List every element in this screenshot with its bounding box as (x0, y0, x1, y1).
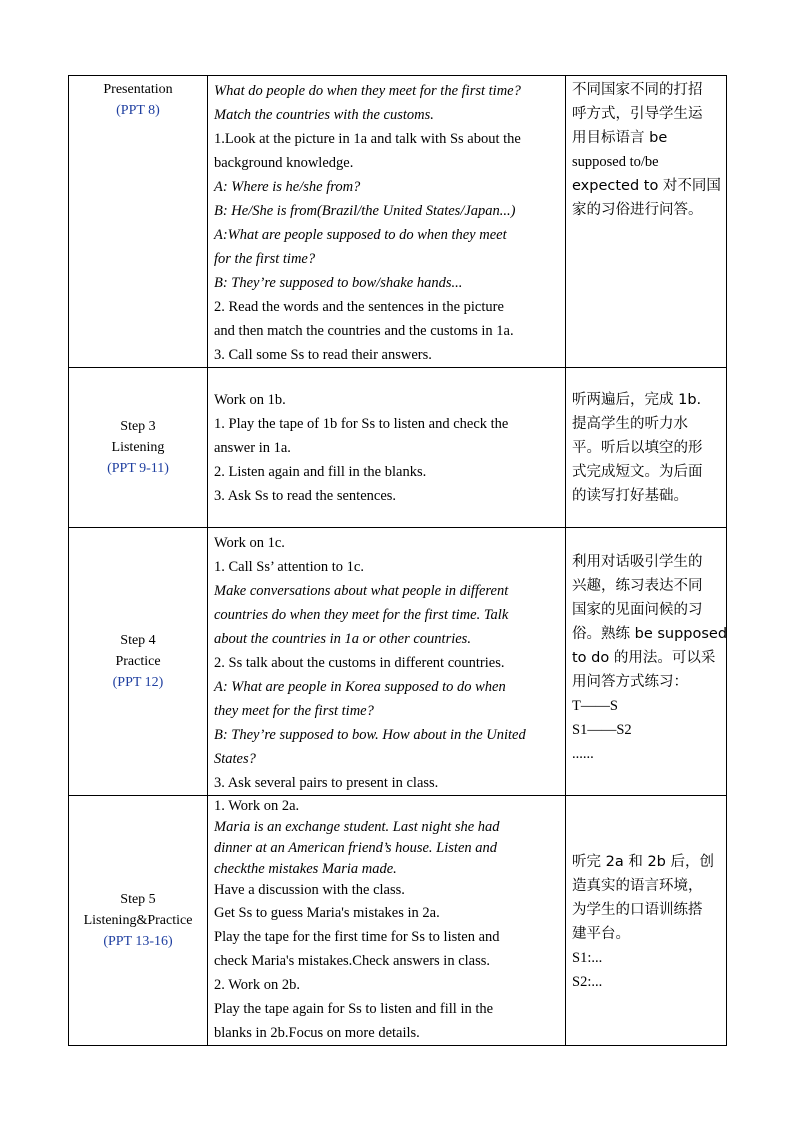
process-line: Have a discussion with the class. (214, 882, 405, 898)
table-row (69, 76, 727, 368)
process-line: answer in 1a. (214, 440, 291, 456)
note-line: 造真实的语言环境， (572, 877, 703, 894)
process-line: B: They’re supposed to bow/shake hands... (214, 275, 463, 291)
process-line: 2. Read the words and the sentences in the picture (214, 299, 504, 315)
process-line: and then match the countries and the customs in 1a. (214, 323, 514, 339)
note-line: T——S (572, 698, 618, 714)
note-line: 听两遍后，完成 1b. (572, 392, 702, 408)
note-line: to do 的用法。可以采 (572, 650, 716, 666)
process-cell (208, 76, 566, 368)
process-line: dinner at an American friend’s house. Listen and (214, 840, 498, 856)
process-line: Play the tape for the first time for Ss to listen and (214, 929, 500, 945)
ppt-ref: (PPT 13-16) (103, 934, 173, 949)
process-line: A: What are people in Korea supposed to do when (214, 679, 506, 695)
ppt-ref: (PPT 8) (116, 103, 160, 118)
note-line: 用问答方式练习： (572, 674, 688, 690)
step-cell (69, 368, 208, 528)
step-title: Presentation (103, 82, 173, 97)
step-title: Step 3 (120, 419, 156, 434)
note-cell (566, 528, 727, 796)
note-line: 式完成短文。为后面 (572, 464, 703, 480)
note-cell (566, 368, 727, 528)
note-line: 利用对话吸引学生的 (572, 554, 703, 570)
process-line: Play the tape again for Ss to listen and fill in the (214, 1001, 494, 1017)
lesson-plan-table (68, 75, 727, 1046)
ppt-ref: (PPT 12) (112, 675, 164, 690)
process-line: B: He/She is from(Brazil/the United States/Japan...) (214, 203, 516, 219)
process-line: countries do when they meet for the first time. Talk (214, 607, 509, 623)
note-cell (566, 76, 727, 368)
process-line: they meet for the first time? (214, 703, 374, 719)
process-line: 3. Ask several pairs to present in class. (214, 775, 439, 791)
note-line: 的读写打好基础。 (572, 488, 688, 504)
note-line: supposed to/be (572, 154, 659, 170)
process-line: 3. Ask Ss to read the sentences. (214, 488, 397, 504)
process-line: 1. Play the tape of 1b for Ss to listen and check the (214, 416, 509, 432)
table-row (69, 796, 727, 1046)
step-subtitle: Practice (115, 654, 161, 669)
process-line: What do people do when they meet for the first time? (214, 83, 521, 99)
note-line: expected to 对不同国 (572, 178, 721, 194)
process-line: 2. Work on 2b. (214, 977, 300, 993)
process-cell (208, 528, 566, 796)
step-cell (69, 796, 208, 1046)
note-line: 建平台。 (572, 925, 630, 942)
note-line: 呼方式，引导学生运 (572, 106, 703, 122)
note-line: 家的习俗进行问答。 (572, 202, 703, 218)
note-line: S1——S2 (572, 722, 632, 738)
table-row (69, 368, 727, 528)
note-line: 不同国家不同的打招 (572, 82, 703, 98)
process-cell (208, 368, 566, 528)
process-line: 3. Call some Ss to read their answers. (214, 347, 432, 363)
process-line: States? (214, 751, 256, 767)
process-line: Make conversations about what people in different (214, 583, 509, 599)
note-line: 国家的见面问候的习 (572, 602, 703, 618)
process-line: B: They’re supposed to bow. How about in the United (214, 727, 526, 743)
step-cell (69, 76, 208, 368)
process-line: about the countries in 1a or other countries. (214, 631, 471, 647)
note-line: 为学生的口语训练搭 (572, 901, 703, 918)
process-line: A: Where is he/she from? (214, 179, 361, 195)
note-line: 俗。熟练 be supposed (572, 626, 728, 642)
process-line: Match the countries with the customs. (214, 107, 434, 123)
note-line: 用目标语言 be (572, 130, 668, 146)
process-cell (208, 796, 566, 1046)
step-cell (69, 528, 208, 796)
process-line: 2. Ss talk about the customs in different countries. (214, 655, 505, 671)
process-line: background knowledge. (214, 155, 354, 171)
process-line: for the first time? (214, 251, 316, 267)
ppt-ref: (PPT 9-11) (107, 461, 169, 476)
process-line: 2. Listen again and fill in the blanks. (214, 464, 427, 480)
note-line: S1:... (572, 949, 603, 966)
note-line: 兴趣，练习表达不同 (572, 578, 703, 594)
process-line: checkthe mistakes Maria made. (214, 861, 397, 877)
note-line: ...... (572, 746, 594, 762)
process-line: 1. Work on 2a. (214, 798, 300, 814)
process-line: 1. Call Ss’ attention to 1c. (214, 559, 364, 575)
table-row (69, 528, 727, 796)
process-line: Work on 1c. (214, 535, 285, 551)
process-line: A:What are people supposed to do when they meet (214, 227, 507, 243)
note-line: S2:... (572, 973, 603, 990)
process-line: check Maria's mistakes.Check answers in class. (214, 953, 491, 969)
process-line: Get Ss to guess Maria's mistakes in 2a. (214, 905, 440, 921)
note-line: 听完 2a 和 2b 后，创 (572, 853, 714, 870)
note-cell (566, 796, 727, 1046)
step-subtitle: Listening (111, 440, 165, 455)
note-line: 提高学生的听力水 (572, 416, 688, 432)
step-title: Step 4 (120, 633, 156, 648)
step-title: Step 5 (120, 892, 156, 907)
process-line: blanks in 2b.Focus on more details. (214, 1025, 420, 1041)
step-subtitle: Listening&Practice (83, 913, 193, 928)
note-line: 平。听后以填空的形 (572, 440, 703, 456)
process-line: Maria is an exchange student. Last night she had (214, 819, 500, 835)
process-line: Work on 1b. (214, 392, 286, 408)
process-line: 1.Look at the picture in 1a and talk with Ss about the (214, 131, 521, 147)
